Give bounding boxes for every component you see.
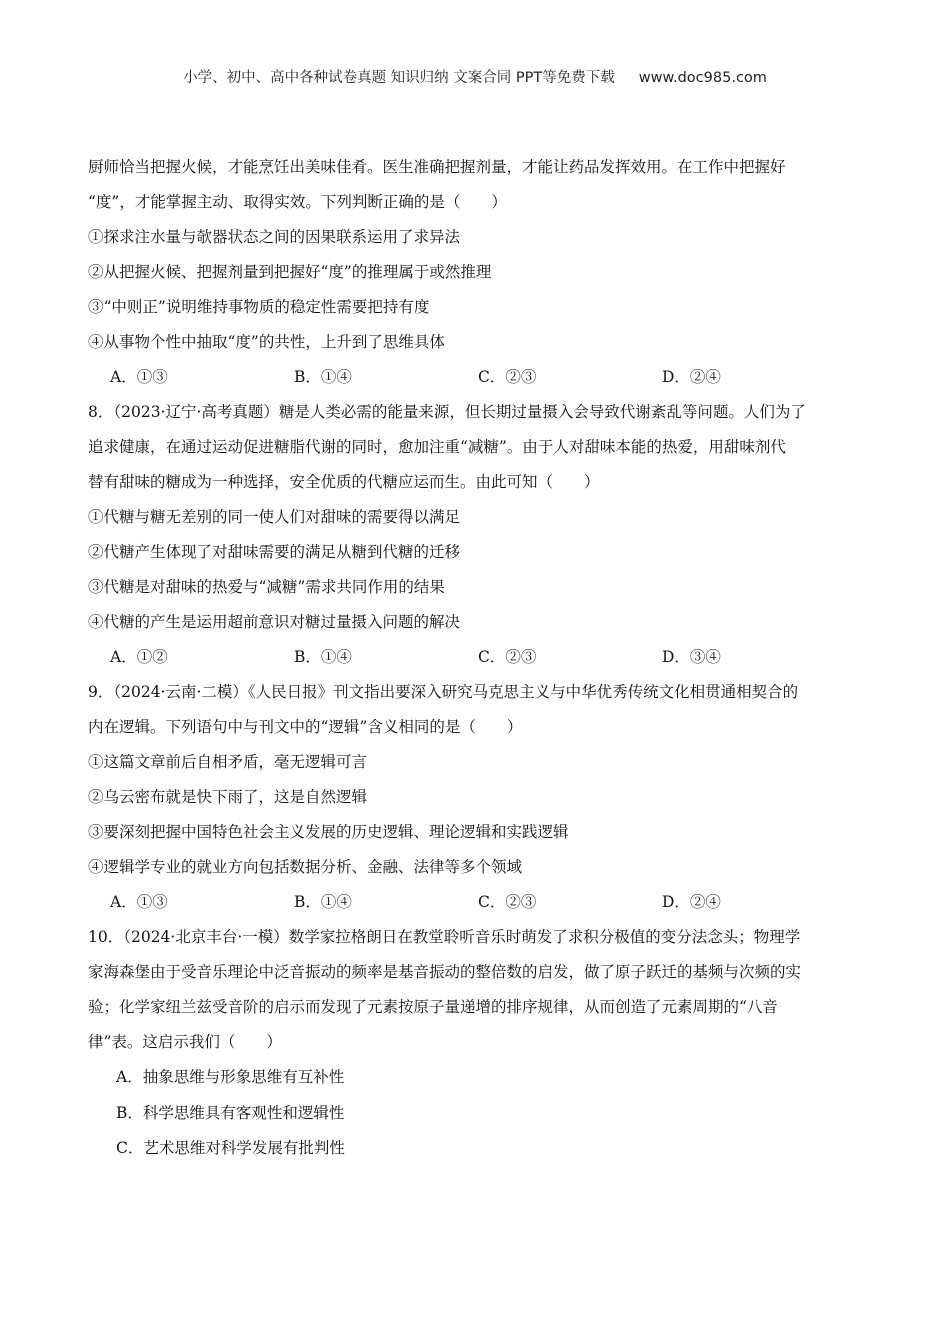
q8-item-3: ③代糖是对甜味的热爱与“减糖”需求共同作用的结果 xyxy=(88,578,445,596)
q7-option-b[interactable]: B．①④ xyxy=(294,368,352,386)
q8-item-1: ①代糖与糖无差别的同一使人们对甜味的需要得以满足 xyxy=(88,508,461,526)
question-9 xyxy=(88,675,863,920)
q9-option-c[interactable]: C．②③ xyxy=(478,893,537,911)
q10-option-a[interactable]: A．抽象思维与形象思维有互补性 xyxy=(116,1068,345,1086)
q8-item-4: ④代糖的产生是运用超前意识对糖过量摄入问题的解决 xyxy=(88,613,461,631)
document-body xyxy=(88,150,863,1167)
header-url[interactable]: www.doc985.com xyxy=(638,70,767,86)
page-header xyxy=(0,66,950,87)
q8-item-2: ②代糖产生体现了对甜味需要的满足从糖到代糖的迁移 xyxy=(88,543,461,561)
q8-stem-line-1: 8．（2023·辽宁·高考真题）糖是人类必需的能量来源，但长期过量摄入会导致代谢紊乱等问题。人们为了 xyxy=(88,403,806,421)
q9-option-a[interactable]: A．①③ xyxy=(110,893,168,911)
q8-options xyxy=(88,640,863,675)
question-10 xyxy=(88,920,863,1167)
q7-item-1: ①探求注水量与欹器状态之间的因果联系运用了求异法 xyxy=(88,228,461,246)
q9-item-3: ③要深刻把握中国特色社会主义发展的历史逻辑、理论逻辑和实践逻辑 xyxy=(88,823,569,841)
q8-option-a[interactable]: A．①② xyxy=(110,648,168,666)
q10-stem-line-4: 律”表。这启示我们（ ） xyxy=(88,1033,282,1051)
q10-stem-line-1: 10．（2024·北京丰台·一模）数学家拉格朗日在教堂聆听音乐时萌发了求积分极值的变分法念头；物理学 xyxy=(88,928,801,946)
q10-stem-line-3: 验；化学家纽兰兹受音阶的启示而发现了元素按原子量递增的排序规律，从而创造了元素周期的“八音 xyxy=(88,998,778,1016)
q7-options xyxy=(88,360,863,395)
q9-stem-line-1: 9．（2024·云南·二模）《人民日报》刊文指出要深入研究马克思主义与中华优秀传统文化相贯通相契合的 xyxy=(88,683,799,701)
q9-item-1: ①这篇文章前后自相矛盾，毫无逻辑可言 xyxy=(88,753,368,771)
question-8 xyxy=(88,395,863,675)
q8-option-d[interactable]: D．③④ xyxy=(662,648,721,666)
q8-option-c[interactable]: C．②③ xyxy=(478,648,537,666)
q8-stem-line-2: 追求健康，在通过运动促进糖脂代谢的同时，愈加注重“减糖”。由于人对甜味本能的热爱，用甜味剂代 xyxy=(88,438,786,456)
q9-item-4: ④逻辑学专业的就业方向包括数据分析、金融、法律等多个领域 xyxy=(88,858,523,876)
q9-item-2: ②乌云密布就是快下雨了，这是自然逻辑 xyxy=(88,788,368,806)
header-text: 小学、初中、高中各种试卷真题 知识归纳 文案合同 PPT等免费下载 xyxy=(183,70,615,86)
q9-option-b[interactable]: B．①④ xyxy=(294,893,352,911)
q9-stem-line-2: 内在逻辑。下列语句中与刊文中的“逻辑”含义相同的是（ ） xyxy=(88,718,523,736)
q7-stem-line-2: “度”，才能掌握主动、取得实效。下列判断正确的是（ ） xyxy=(88,193,507,211)
q7-item-4: ④从事物个性中抽取“度”的共性，上升到了思维具体 xyxy=(88,333,445,351)
q9-options xyxy=(88,885,863,920)
q7-item-2: ②从把握火候、把握剂量到把握好“度”的推理属于或然推理 xyxy=(88,263,492,281)
question-7 xyxy=(88,150,863,395)
q10-option-b[interactable]: B．科学思维具有客观性和逻辑性 xyxy=(116,1103,345,1122)
q7-option-c[interactable]: C．②③ xyxy=(478,368,537,386)
q8-stem-line-3: 替有甜味的糖成为一种选择，安全优质的代糖应运而生。由此可知（ ） xyxy=(88,473,600,491)
q9-option-d[interactable]: D．②④ xyxy=(662,893,721,911)
q8-option-b[interactable]: B．①④ xyxy=(294,648,352,666)
q7-option-a[interactable]: A．①③ xyxy=(110,368,168,386)
q7-stem-line-1: 厨师恰当把握火候，才能烹饪出美味佳肴。医生准确把握剂量，才能让药品发挥效用。在工作中把握好 xyxy=(88,158,786,176)
q7-option-d[interactable]: D．②④ xyxy=(662,368,721,386)
q10-stem-line-2: 家海森堡由于受音乐理论中泛音振动的频率是基音振动的整倍数的启发，做了原子跃迁的基频与次频的实 xyxy=(88,963,802,981)
q7-item-3: ③“中则正”说明维持事物质的稳定性需要把持有度 xyxy=(88,298,430,316)
q10-option-c[interactable]: C．艺术思维对科学发展有批判性 xyxy=(116,1139,345,1157)
